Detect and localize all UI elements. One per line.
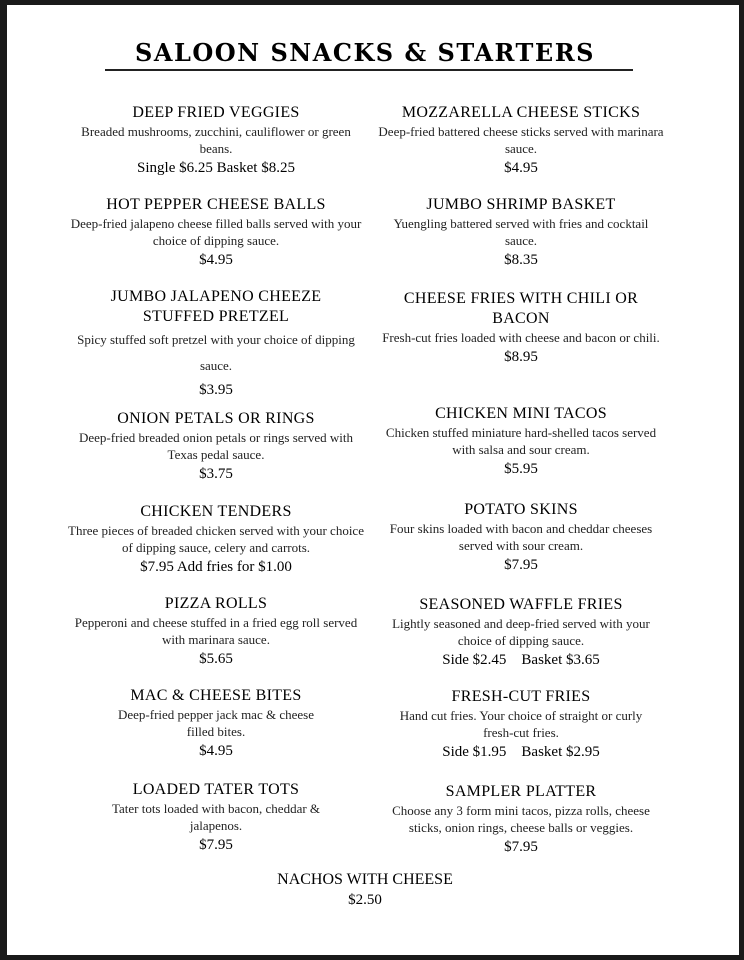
item-name: FRESH-CUT FRIES [451, 688, 591, 705]
menu-item [376, 687, 666, 762]
item-price: $7.95 [199, 837, 233, 853]
item-price: $3.75 [199, 466, 233, 482]
item-description: Four skins loaded with bacon and cheddar cheeses served with sour cream. [389, 521, 653, 553]
item-description: Yuengling battered served with fries and cocktail sauce. [393, 216, 649, 248]
item-description: Three pieces of breaded chicken served with your choice of dipping sauce, celery and carrots. [68, 523, 364, 555]
menu-item [66, 103, 366, 178]
item-description: Deep-fried jalapeno cheese filled balls served with your choice of dipping sauce. [70, 216, 362, 248]
item-name: HOT PEPPER CHEESE BALLS [106, 196, 326, 213]
menu-item [376, 500, 666, 575]
item-description: Lightly seasoned and deep-fried served with your choice of dipping sauce. [392, 616, 650, 648]
menu-item [66, 594, 366, 669]
menu-item [66, 686, 366, 761]
item-name: MAC & CHEESE BITES [130, 687, 302, 704]
menu-item [376, 404, 666, 479]
item-name: CHICKEN TENDERS [140, 503, 292, 520]
item-description: Spicy stuffed soft pretzel with your choice of dipping sauce. [77, 332, 355, 373]
item-price: $5.65 [199, 651, 233, 667]
item-price: $7.95 [504, 839, 538, 855]
item-description: Breaded mushrooms, zucchini, cauliflower or green beans. [81, 124, 351, 156]
item-price: $7.95 Add fries for $1.00 [140, 559, 292, 575]
item-price: $4.95 [199, 252, 233, 268]
menu-item [376, 195, 666, 270]
item-price: $4.95 [504, 160, 538, 176]
menu-title: SALOON SNACKS & STARTERS [135, 38, 595, 67]
item-name: CHEESE FRIES WITH CHILI OR BACON [403, 290, 639, 327]
item-description: Pepperoni and cheese stuffed in a fried egg roll served with marinara sauce. [74, 615, 358, 647]
menu-item [376, 782, 666, 857]
item-description: Fresh-cut fries loaded with cheese and bacon or chili. [382, 330, 660, 345]
item-name: SAMPLER PLATTER [445, 783, 597, 800]
menu-item [66, 780, 366, 855]
item-name: JUMBO SHRIMP BASKET [426, 196, 616, 213]
item-description: Chicken stuffed miniature hard-shelled tacos served with salsa and sour cream. [385, 425, 657, 457]
title-underline [105, 69, 633, 71]
item-name: DEEP FRIED VEGGIES [132, 104, 300, 121]
item-price: $8.95 [504, 349, 538, 365]
item-name: MOZZARELLA CHEESE STICKS [401, 104, 641, 121]
menu-item-centered [0, 870, 737, 910]
item-name: NACHOS WITH CHEESE [277, 871, 453, 888]
item-description: Hand cut fries. Your choice of straight or curly fresh-cut fries. [399, 708, 643, 740]
item-price: Side $1.95 Basket $2.95 [442, 744, 600, 760]
menu-item [66, 287, 366, 400]
menu-item [376, 595, 666, 670]
item-price: $3.95 [199, 382, 233, 398]
item-name: PIZZA ROLLS [164, 595, 268, 612]
menu-item [66, 195, 366, 270]
menu-item [66, 409, 366, 484]
item-price: $5.95 [504, 461, 538, 477]
item-name: ONION PETALS OR RINGS [117, 410, 315, 427]
item-name: POTATO SKINS [464, 501, 578, 518]
item-price: $2.50 [348, 892, 382, 908]
item-description: Deep-fried pepper jack mac & cheese filled bites. [118, 707, 314, 739]
menu-item [66, 502, 366, 577]
item-price: $7.95 [504, 557, 538, 573]
item-price: $8.35 [504, 252, 538, 268]
item-name: SEASONED WAFFLE FRIES [419, 596, 623, 613]
item-description: Choose any 3 form mini tacos, pizza rolls, cheese sticks, onion rings, cheese balls or veggies. [392, 803, 650, 835]
item-price: Side $2.45 Basket $3.65 [442, 652, 600, 668]
item-description: Tater tots loaded with bacon, cheddar & jalapenos. [111, 801, 321, 833]
item-description: Deep-fried battered cheese sticks served with marinara sauce. [378, 124, 664, 156]
item-description: Deep-fried breaded onion petals or rings served with Texas pedal sauce. [79, 430, 353, 462]
item-price: $4.95 [199, 743, 233, 759]
item-name: CHICKEN MINI TACOS [435, 405, 607, 422]
item-name: LOADED TATER TOTS [132, 781, 300, 798]
item-name: JUMBO JALAPENO CHEEZE STUFFED PRETZEL [110, 288, 322, 325]
item-price: Single $6.25 Basket $8.25 [137, 160, 295, 176]
menu-item [376, 103, 666, 178]
menu-item [376, 289, 666, 367]
